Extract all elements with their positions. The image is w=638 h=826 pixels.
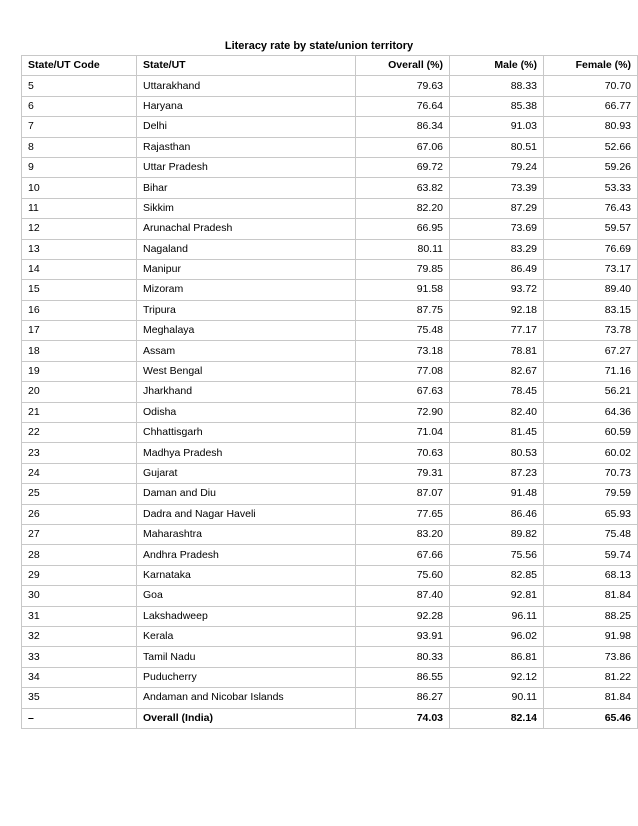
table-row [22,280,638,300]
cell-male: 92.81 [450,586,544,606]
table-row [22,178,638,198]
cell-state: Sikkim [137,198,356,218]
cell-female: 73.78 [544,321,638,341]
cell-female: 73.86 [544,647,638,667]
cell-code: 15 [22,280,137,300]
cell-code: 18 [22,341,137,361]
cell-state: Tripura [137,300,356,320]
cell-overall: 80.33 [356,647,450,667]
cell-code: 34 [22,667,137,687]
cell-code: 10 [22,178,137,198]
cell-state: Delhi [137,117,356,137]
cell-state: Maharashtra [137,524,356,544]
cell-state: Daman and Diu [137,484,356,504]
table-row [22,300,638,320]
cell-overall: 74.03 [356,708,450,728]
cell-male: 93.72 [450,280,544,300]
cell-female: 81.22 [544,667,638,687]
cell-state: Uttar Pradesh [137,157,356,177]
total-row [22,708,638,728]
cell-male: 80.53 [450,443,544,463]
table-row [22,137,638,157]
cell-state: Madhya Pradesh [137,443,356,463]
column-header-overall: Overall (%) [356,56,450,76]
cell-overall: 87.07 [356,484,450,504]
cell-male: 83.29 [450,239,544,259]
cell-female: 80.93 [544,117,638,137]
cell-female: 68.13 [544,565,638,585]
cell-overall: 79.63 [356,76,450,96]
table-row [22,647,638,667]
cell-code: 23 [22,443,137,463]
cell-code: 16 [22,300,137,320]
cell-code: 28 [22,545,137,565]
cell-code: 31 [22,606,137,626]
cell-state: Jharkhand [137,382,356,402]
table-row [22,321,638,341]
cell-code: 14 [22,259,137,279]
cell-state: Odisha [137,402,356,422]
cell-overall: 83.20 [356,524,450,544]
cell-male: 80.51 [450,137,544,157]
cell-female: 53.33 [544,178,638,198]
cell-overall: 75.48 [356,321,450,341]
table-row [22,524,638,544]
column-header-state: State/UT [137,56,356,76]
cell-male: 82.14 [450,708,544,728]
cell-code: 24 [22,463,137,483]
literacy-table [21,55,638,729]
cell-female: 59.74 [544,545,638,565]
cell-state: Uttarakhand [137,76,356,96]
table-body [22,76,638,729]
cell-code: 20 [22,382,137,402]
table-row [22,402,638,422]
cell-state: Gujarat [137,463,356,483]
cell-female: 66.77 [544,96,638,116]
cell-state: Arunachal Pradesh [137,219,356,239]
cell-male: 73.39 [450,178,544,198]
cell-overall: 93.91 [356,626,450,646]
table-row [22,504,638,524]
table-row [22,198,638,218]
cell-female: 89.40 [544,280,638,300]
cell-state: Dadra and Nagar Haveli [137,504,356,524]
table-row [22,443,638,463]
cell-male: 82.85 [450,565,544,585]
cell-state: Manipur [137,259,356,279]
table-row [22,463,638,483]
cell-female: 81.84 [544,586,638,606]
table-row [22,545,638,565]
cell-male: 96.02 [450,626,544,646]
cell-female: 73.17 [544,259,638,279]
cell-overall: 67.66 [356,545,450,565]
cell-code: 33 [22,647,137,667]
table-row [22,688,638,708]
cell-state: Meghalaya [137,321,356,341]
cell-code: – [22,708,137,728]
cell-overall: 80.11 [356,239,450,259]
cell-state: Andhra Pradesh [137,545,356,565]
table-row [22,667,638,687]
cell-female: 79.59 [544,484,638,504]
cell-code: 19 [22,361,137,381]
cell-code: 8 [22,137,137,157]
cell-code: 13 [22,239,137,259]
cell-female: 75.48 [544,524,638,544]
cell-male: 73.69 [450,219,544,239]
cell-overall: 72.90 [356,402,450,422]
cell-male: 92.18 [450,300,544,320]
cell-overall: 71.04 [356,423,450,443]
cell-female: 64.36 [544,402,638,422]
cell-overall: 79.85 [356,259,450,279]
table-row [22,219,638,239]
cell-male: 82.67 [450,361,544,381]
cell-code: 7 [22,117,137,137]
cell-code: 6 [22,96,137,116]
cell-male: 87.29 [450,198,544,218]
column-header-female: Female (%) [544,56,638,76]
cell-code: 32 [22,626,137,646]
cell-state: Mizoram [137,280,356,300]
cell-female: 59.57 [544,219,638,239]
cell-overall: 75.60 [356,565,450,585]
cell-male: 78.81 [450,341,544,361]
cell-male: 87.23 [450,463,544,483]
cell-code: 12 [22,219,137,239]
cell-male: 81.45 [450,423,544,443]
cell-overall: 91.58 [356,280,450,300]
cell-male: 89.82 [450,524,544,544]
cell-state: Haryana [137,96,356,116]
cell-male: 75.56 [450,545,544,565]
cell-male: 85.38 [450,96,544,116]
cell-state: Chhattisgarh [137,423,356,443]
cell-overall: 86.55 [356,667,450,687]
cell-overall: 87.75 [356,300,450,320]
cell-female: 70.73 [544,463,638,483]
cell-overall: 77.08 [356,361,450,381]
cell-overall: 92.28 [356,606,450,626]
table-row [22,239,638,259]
cell-male: 88.33 [450,76,544,96]
cell-state: Andaman and Nicobar Islands [137,688,356,708]
cell-code: 27 [22,524,137,544]
cell-state: Nagaland [137,239,356,259]
table-row [22,626,638,646]
column-header-code: State/UT Code [22,56,137,76]
table-row [22,96,638,116]
cell-code: 29 [22,565,137,585]
table-row [22,341,638,361]
cell-state: Goa [137,586,356,606]
cell-overall: 87.40 [356,586,450,606]
cell-state: Assam [137,341,356,361]
cell-overall: 66.95 [356,219,450,239]
cell-state: Rajasthan [137,137,356,157]
table-row [22,586,638,606]
cell-code: 25 [22,484,137,504]
table-title: Literacy rate by state/union territory [224,40,414,52]
cell-state: Tamil Nadu [137,647,356,667]
cell-male: 86.46 [450,504,544,524]
table-row [22,484,638,504]
table-row [22,606,638,626]
cell-male: 79.24 [450,157,544,177]
table-row [22,157,638,177]
table-row [22,117,638,137]
cell-female: 91.98 [544,626,638,646]
cell-overall: 67.06 [356,137,450,157]
cell-male: 92.12 [450,667,544,687]
cell-male: 82.40 [450,402,544,422]
table-row [22,259,638,279]
cell-code: 26 [22,504,137,524]
cell-state: West Bengal [137,361,356,381]
cell-code: 30 [22,586,137,606]
cell-code: 9 [22,157,137,177]
cell-state: Kerala [137,626,356,646]
cell-male: 86.81 [450,647,544,667]
cell-code: 22 [22,423,137,443]
cell-code: 17 [22,321,137,341]
cell-state: Karnataka [137,565,356,585]
cell-male: 91.03 [450,117,544,137]
cell-code: 11 [22,198,137,218]
cell-female: 67.27 [544,341,638,361]
cell-female: 81.84 [544,688,638,708]
cell-male: 90.11 [450,688,544,708]
cell-male: 86.49 [450,259,544,279]
cell-female: 76.43 [544,198,638,218]
cell-state: Puducherry [137,667,356,687]
cell-state: Bihar [137,178,356,198]
cell-code: 5 [22,76,137,96]
cell-overall: 86.27 [356,688,450,708]
cell-male: 78.45 [450,382,544,402]
cell-male: 96.11 [450,606,544,626]
cell-female: 65.46 [544,708,638,728]
cell-male: 77.17 [450,321,544,341]
cell-female: 71.16 [544,361,638,381]
cell-overall: 70.63 [356,443,450,463]
cell-code: 21 [22,402,137,422]
table-row [22,423,638,443]
table-row [22,565,638,585]
cell-female: 88.25 [544,606,638,626]
table-row [22,76,638,96]
cell-overall: 79.31 [356,463,450,483]
cell-female: 70.70 [544,76,638,96]
cell-overall: 86.34 [356,117,450,137]
cell-state: Lakshadweep [137,606,356,626]
table-row [22,361,638,381]
cell-overall: 76.64 [356,96,450,116]
cell-overall: 69.72 [356,157,450,177]
cell-overall: 73.18 [356,341,450,361]
cell-female: 59.26 [544,157,638,177]
cell-female: 60.59 [544,423,638,443]
column-header-male: Male (%) [450,56,544,76]
cell-female: 65.93 [544,504,638,524]
cell-overall: 82.20 [356,198,450,218]
cell-female: 60.02 [544,443,638,463]
cell-overall: 67.63 [356,382,450,402]
cell-male: 91.48 [450,484,544,504]
cell-female: 56.21 [544,382,638,402]
cell-overall: 63.82 [356,178,450,198]
table-row [22,382,638,402]
cell-code: 35 [22,688,137,708]
cell-female: 76.69 [544,239,638,259]
cell-state: Overall (India) [137,708,356,728]
cell-female: 52.66 [544,137,638,157]
cell-female: 83.15 [544,300,638,320]
cell-overall: 77.65 [356,504,450,524]
header-row [22,56,638,76]
